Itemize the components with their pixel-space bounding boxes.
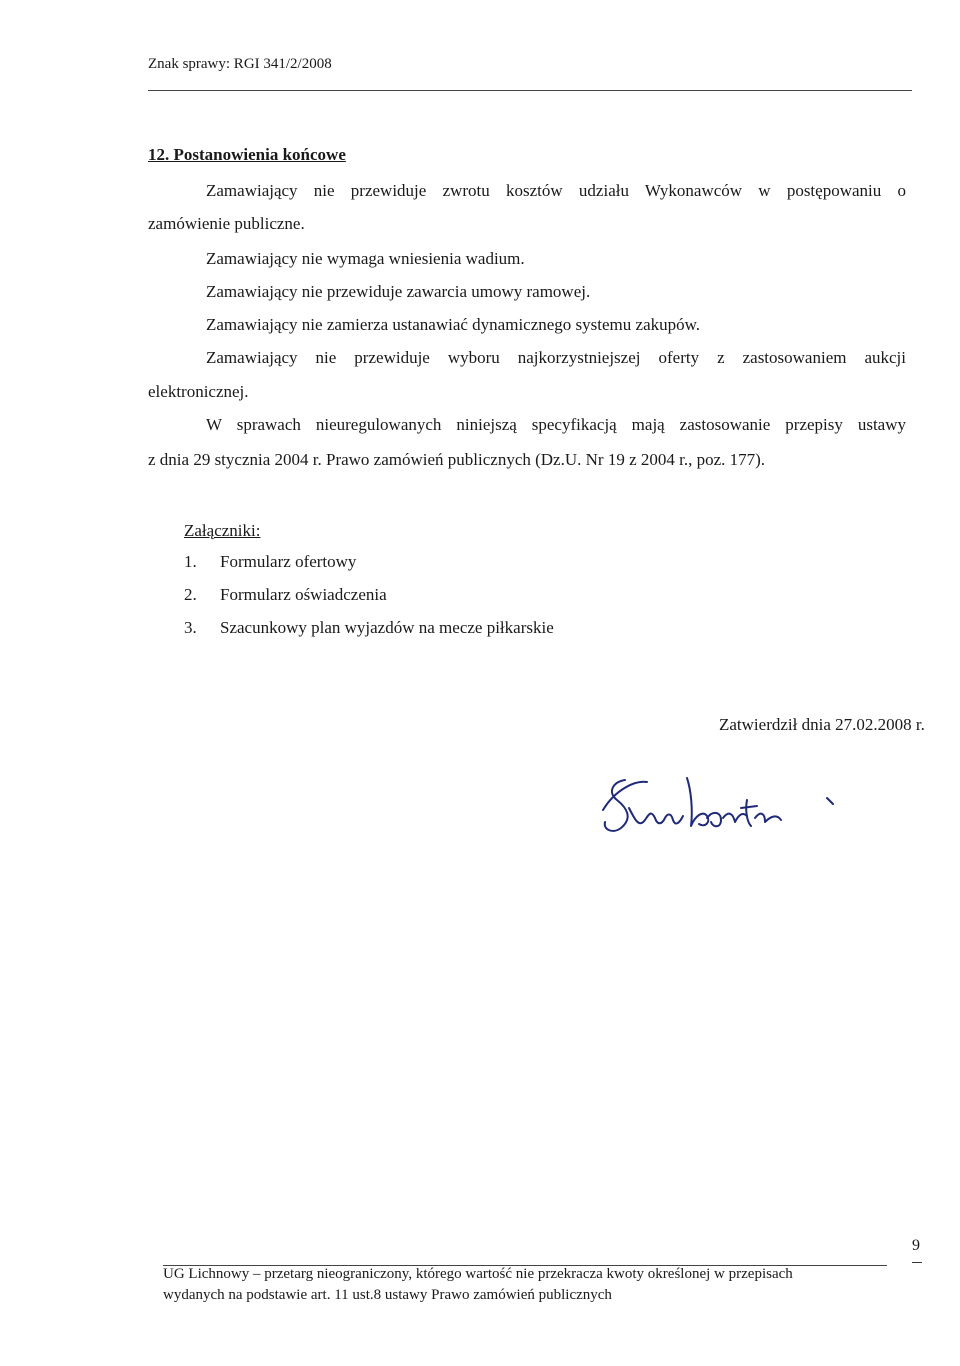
paragraph-5-line-2: elektronicznej.: [148, 382, 249, 401]
attachment-label: Formularz oświadczenia: [220, 585, 387, 604]
footer-line-2: wydanych na podstawie art. 11 ust.8 ustawy Prawo zamówień publicznych: [163, 1287, 612, 1303]
paragraph-1-line-1: Zamawiający nie przewiduje zwrotu kosztów udziału Wykonawców w postępowaniu o: [206, 181, 906, 200]
attachment-number: 1.: [184, 552, 197, 571]
case-reference: Znak sprawy: RGI 341/2/2008: [148, 56, 332, 72]
paragraph-6-line-1: W sprawach nieuregulowanych niniejszą specyfikacją mają zastosowanie przepisy ustawy: [206, 415, 906, 434]
paragraph-3: Zamawiający nie przewiduje zawarcia umowy ramowej.: [206, 282, 591, 301]
attachment-item-1: [184, 552, 356, 572]
header-rule: [148, 90, 912, 91]
attachment-item-2: [184, 585, 387, 605]
attachment-number: 3.: [184, 618, 197, 637]
attachment-number: 2.: [184, 585, 197, 604]
paragraph-6-line-2: z dnia 29 stycznia 2004 r. Prawo zamówień publicznych (Dz.U. Nr 19 z 2004 r., poz. 177).: [148, 450, 766, 469]
paragraph-4: Zamawiający nie zamierza ustanawiać dynamicznego systemu zakupów.: [206, 315, 701, 334]
page-number: 9: [912, 1237, 920, 1254]
attachment-label: Formularz ofertowy: [220, 552, 357, 571]
attachment-label: Szacunkowy plan wyjazdów na mecze piłkarskie: [220, 618, 554, 637]
paragraph-1-line-2: zamówienie publiczne.: [148, 214, 305, 233]
page-number-underline: [912, 1262, 922, 1263]
attachment-item-3: [184, 618, 554, 638]
handwritten-signature: [595, 770, 845, 850]
paragraph-2: Zamawiający nie wymaga wniesienia wadium.: [206, 249, 525, 268]
footer-line-1: UG Lichnowy – przetarg nieograniczony, którego wartość nie przekracza kwoty określonej w przepisach: [163, 1266, 793, 1282]
paragraph-5-line-1: Zamawiający nie przewiduje wyboru najkorzystniejszej oferty z zastosowaniem aukcji: [206, 348, 906, 367]
section-title: 12. Postanowienia końcowe: [148, 145, 346, 164]
attachments-heading: Załączniki:: [184, 521, 261, 540]
approval-date: Zatwierdził dnia 27.02.2008 r.: [719, 715, 925, 734]
